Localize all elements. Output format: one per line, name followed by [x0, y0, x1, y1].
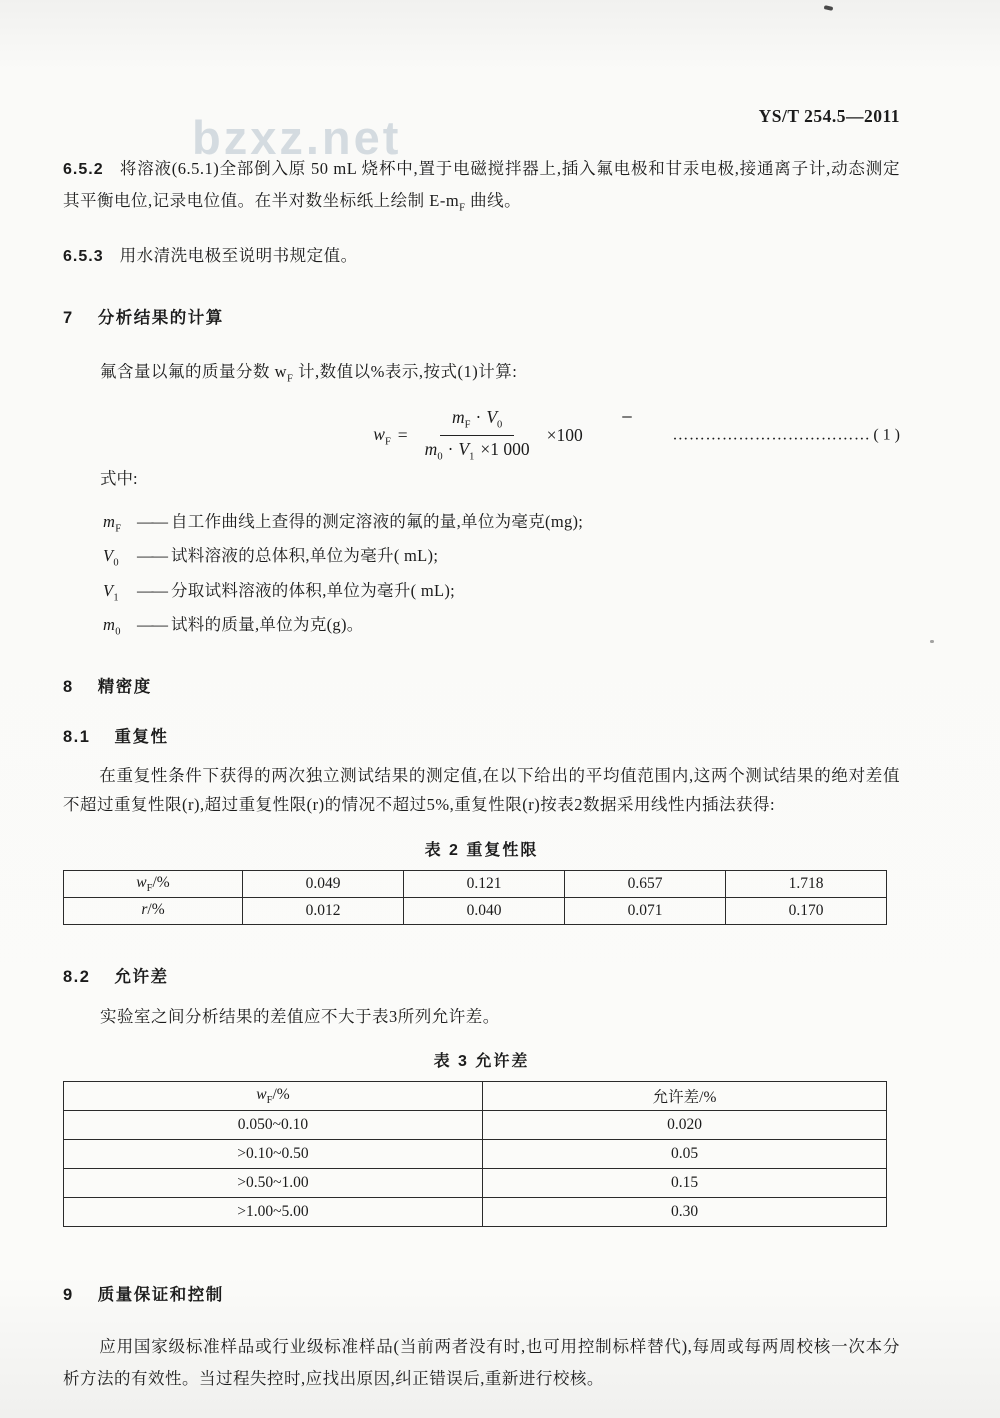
table-cell: 0.05 [483, 1140, 887, 1169]
definition-text: 自工作曲线上查得的测定溶液的氟的量,单位为毫克(mg); [171, 512, 584, 532]
table-cell: 0.040 [404, 898, 565, 925]
table-row [64, 1111, 887, 1140]
table-row [64, 1169, 887, 1198]
table-row [64, 1140, 887, 1169]
table-header-cell: 允许差/% [483, 1082, 887, 1111]
definition-dash: —— [137, 614, 166, 634]
section-9-heading [63, 1281, 900, 1305]
subscript: F [266, 1095, 273, 1107]
clause-6-5-3-label: 6.5.3 [63, 247, 104, 265]
dot-leader: ……………………………… [672, 426, 871, 444]
subscript: F [384, 436, 391, 448]
table-cell: >0.50~1.00 [64, 1169, 483, 1198]
definition-text: 分取试料溶液的体积,单位为毫升( mL); [171, 580, 456, 600]
table-cell: >1.00~5.00 [64, 1198, 483, 1227]
clause-6-5-2-text-end: 曲线。 [465, 191, 522, 210]
definition-symbol [103, 577, 137, 611]
table-cell: 0.050~0.10 [64, 1111, 483, 1140]
formula-intro [63, 358, 900, 392]
table-header-row [64, 1082, 887, 1111]
watermark: bzxz.net [192, 111, 402, 164]
table-cell: 0.170 [726, 898, 887, 925]
section-9-body: 应用国家级标准样品或行业级标准样品(当前两者没有时,也可用控制标样替代),每周或每两周校核一次本分析方法的有效性。当过程失控时,应找出原因,纠正错误后,重新进行校核。 [63, 1337, 900, 1389]
subscript: 0 [437, 451, 443, 463]
table-2-repeatability [63, 870, 887, 925]
table-cell: 0.012 [243, 898, 404, 925]
definition-item [63, 508, 900, 542]
section-title: 重复性 [114, 728, 169, 747]
subscript: 1 [113, 591, 119, 603]
section-title: 允许差 [114, 968, 169, 987]
doc-number: YS/T 254.5—2011 [758, 106, 900, 126]
variable-w: w [373, 423, 385, 444]
fraction-numerator [440, 407, 514, 436]
section-number: 8 [63, 678, 74, 697]
clause-6-5-3 [63, 240, 900, 272]
table-cell-label [64, 898, 243, 925]
section-number: 9 [63, 1286, 74, 1305]
subscript: F [287, 373, 294, 385]
subscript: F [459, 202, 466, 214]
definition-dash: —— [137, 580, 166, 600]
table-cell: 0.121 [404, 871, 565, 898]
section-title: 质量保证和控制 [97, 1286, 224, 1305]
formula-1 [63, 409, 900, 463]
fraction [419, 407, 536, 463]
variable-m: m [424, 439, 438, 460]
subscript: 0 [113, 557, 119, 569]
variable-v: V [486, 407, 498, 428]
variable-v: V [458, 439, 470, 460]
definition-item [63, 542, 900, 576]
section-8-2-heading [63, 963, 900, 987]
definitions-intro: 式中: [100, 468, 138, 488]
table-cell: 0.049 [243, 871, 404, 898]
table-3-tolerance [63, 1081, 887, 1227]
section-title: 精密度 [97, 678, 152, 697]
definition-dash: —— [137, 512, 166, 532]
subscript: 0 [497, 419, 503, 431]
formula-lhs [373, 424, 391, 448]
unit: /% [147, 901, 165, 919]
subscript: 1 [469, 451, 475, 463]
table-cell: 0.657 [565, 871, 726, 898]
fraction-denominator [419, 436, 536, 464]
variable: m [103, 614, 116, 634]
table-3-caption: 表 3 允许差 [433, 1053, 530, 1071]
definition-symbol [103, 508, 137, 542]
definition-text: 试料的质量,单位为克(g)。 [171, 614, 364, 634]
table-row [64, 871, 887, 898]
definition-dash: —— [137, 546, 166, 566]
variable: V [103, 546, 114, 566]
table-cell: 0.071 [565, 898, 726, 925]
clause-6-5-2-text: 将溶液(6.5.1)全部倒入原 50 mL 烧杯中,置于电磁搅拌器上,插入氟电极和甘汞电极,接通离子计,动态测定其平衡电位,记录电位值。在半对数坐标纸上绘制 E-m [63, 159, 900, 210]
variable: V [103, 580, 114, 600]
equation-number-text: ( 1 ) [873, 426, 900, 444]
times-100: ×100 [546, 425, 583, 446]
formula-expression [373, 407, 589, 463]
section-number: 7 [63, 308, 74, 327]
variable: r [141, 901, 148, 919]
table-cell-label [64, 871, 243, 898]
subscript: F [464, 419, 471, 431]
table-2-caption: 表 2 重复性限 [424, 842, 539, 860]
section-7-heading [63, 304, 900, 328]
table-cell: 1.718 [726, 871, 887, 898]
subscript: F [115, 523, 122, 535]
times-1000: ×1 000 [480, 439, 530, 460]
clause-6-5-3-text: 用水清洗电极至说明书规定值。 [119, 245, 358, 265]
variable-m: m [452, 407, 465, 428]
formula-intro-text-end: 计,数值以%表示,按式(1)计算: [293, 361, 518, 381]
section-title: 分析结果的计算 [97, 308, 224, 327]
section-8-1-body: 在重复性条件下获得的两次独立测试结果的测定值,在以下给出的平均值范围内,这两个测试结果的绝对差值不超过重复性限(r),超过重复性限(r)的情况不超过5%,重复性限(r)按表2数据采用线性内插法获得: [63, 766, 900, 815]
section-number: 8.1 [63, 728, 91, 747]
section-8-2-body: 实验室之间分析结果的差值应不大于表3所列允许差。 [100, 1007, 500, 1027]
clause-6-5-2 [63, 153, 900, 223]
variable: m [103, 512, 116, 532]
definition-item [63, 577, 900, 611]
clause-6-5-2-label: 6.5.2 [63, 161, 104, 178]
table-header-cell [64, 1082, 483, 1111]
subscript: 0 [115, 626, 121, 638]
subscript: F [146, 883, 153, 895]
variable: w [256, 1086, 267, 1104]
table-cell: 0.020 [483, 1111, 887, 1140]
table-cell: 0.15 [483, 1169, 887, 1198]
section-8-1-heading [63, 723, 900, 747]
definition-symbol [103, 611, 137, 645]
table-row [64, 898, 887, 925]
scan-speck [930, 640, 934, 643]
variable: w [136, 874, 147, 892]
equation-number [672, 426, 900, 444]
equals-sign: = [397, 425, 408, 446]
multiplication-dot: · [475, 407, 482, 428]
multiplication-dot: · [447, 439, 454, 460]
section-8-heading [63, 673, 900, 697]
scan-speck [622, 416, 632, 418]
table-cell: >0.10~0.50 [64, 1140, 483, 1169]
unit: /% [272, 1086, 290, 1104]
formula-intro-text: 氟含量以氟的质量分数 w [100, 361, 288, 381]
table-row [64, 1198, 887, 1227]
table-cell: 0.30 [483, 1198, 887, 1227]
definition-item [63, 611, 900, 645]
unit: /% [152, 874, 170, 892]
symbol-definitions [63, 465, 900, 646]
section-number: 8.2 [63, 968, 91, 987]
definition-symbol [103, 542, 137, 576]
definition-text: 试料溶液的总体积,单位为毫升( mL); [171, 546, 439, 566]
